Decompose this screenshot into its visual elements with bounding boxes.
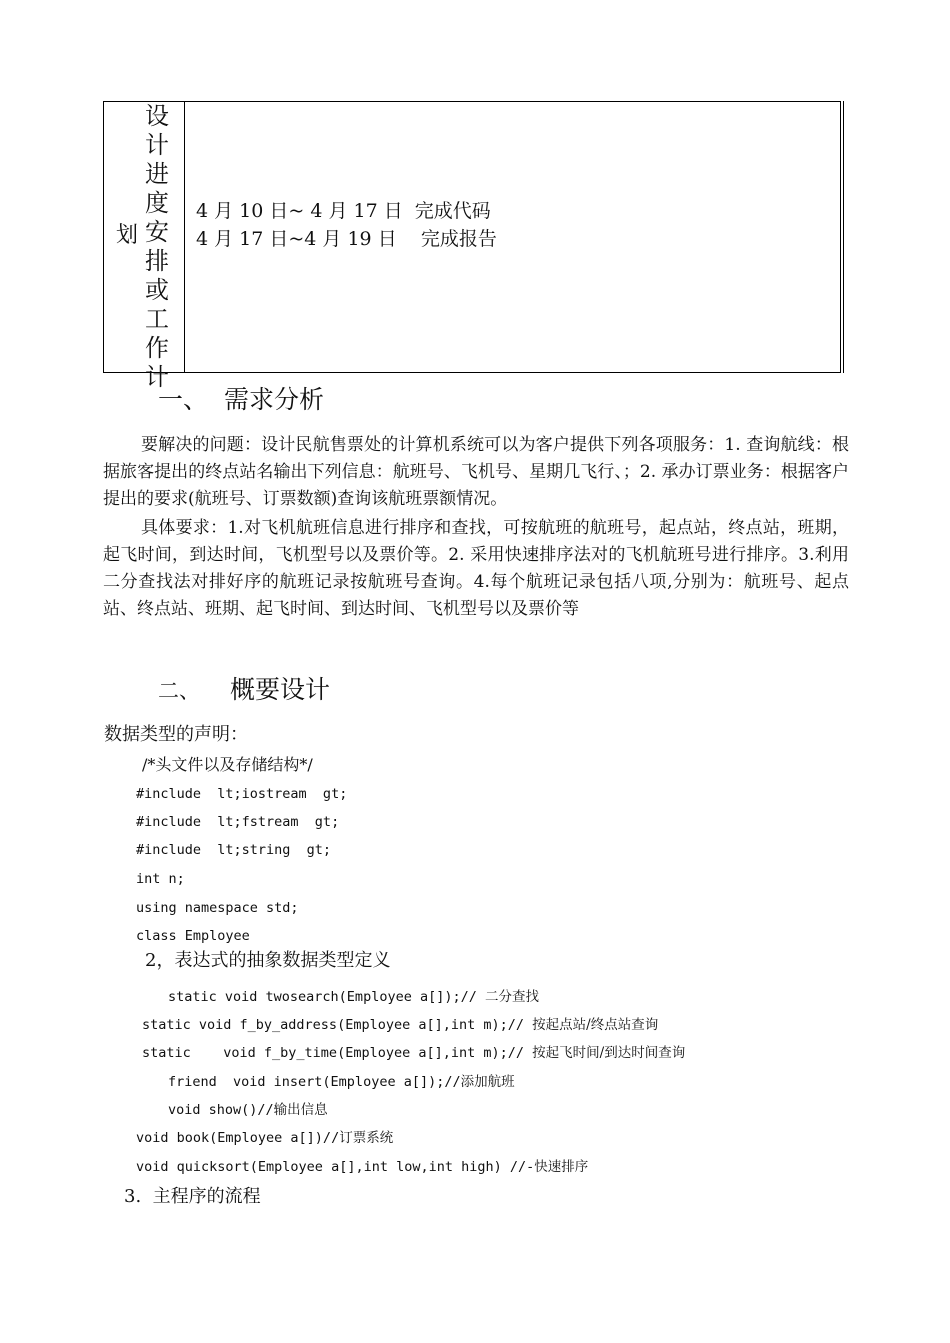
section2-title: 概要设计 <box>229 675 330 704</box>
method-code: void show()// <box>168 1102 274 1118</box>
subheading-2: 2，表达式的抽象数据类型定义 <box>145 950 391 971</box>
label-char: 排 <box>145 247 169 275</box>
method-line <box>168 1070 515 1090</box>
method-line <box>142 1041 685 1061</box>
method-line <box>136 1155 588 1175</box>
method-line <box>142 1013 658 1033</box>
schedule-line: 4 月 17 日~4 月 19 日 完成报告 <box>196 228 497 250</box>
method-comment: 订票系统 <box>339 1130 394 1146</box>
code-line: using namespace std; <box>136 900 299 916</box>
method-comment: 添加航班 <box>460 1074 515 1090</box>
declaration-heading: 数据类型的声明： <box>104 724 248 745</box>
section1-title: 需求分析 <box>223 385 324 414</box>
section1-number: 一、 <box>158 385 209 414</box>
code-line: class Employee <box>136 928 250 944</box>
label-char: 或 <box>145 276 169 304</box>
method-code: void quicksort(Employee a[],int low,int high) //- <box>136 1159 535 1175</box>
label-char: 工 <box>145 305 169 333</box>
label-char: 计 <box>145 131 169 159</box>
method-comment: 二分查找 <box>484 989 539 1005</box>
method-code: static void f_by_time(Employee a[],int m);// <box>142 1045 533 1061</box>
code-line: #include lt;fstream gt; <box>136 814 340 830</box>
schedule-label-cell <box>104 102 185 391</box>
section2-heading <box>158 670 330 706</box>
label-char: 设 <box>145 102 169 130</box>
schedule-label-vertical <box>142 102 172 392</box>
method-line <box>168 985 539 1005</box>
section1-paragraph-1: 要解决的问题：设计民航售票处的计算机系统可以为客户提供下列各项服务：1. 查询航线：根据旅客提出的终点站名输出下列信息：航班号、飞机号、星期几飞行、；2. 承办订票业务：根据客户提出的要求(航班号、订票数额)查询该航班票额情况。 <box>103 435 849 509</box>
code-comment-header: /*头文件以及存储结构*/ <box>142 755 313 774</box>
method-code: static void twosearch(Employee a[]);// <box>168 989 485 1005</box>
schedule-content <box>196 197 497 253</box>
label-char: 计 <box>145 363 169 391</box>
schedule-table <box>103 101 841 391</box>
method-code: void book(Employee a[])// <box>136 1130 340 1146</box>
label-char: 作 <box>145 334 169 362</box>
method-line <box>168 1098 328 1118</box>
method-comment: 按起点站/终点站查询 <box>532 1017 659 1033</box>
label-char: 安 <box>145 218 169 246</box>
code-line: #include lt;string gt; <box>136 842 332 858</box>
method-comment: 按起飞时间/到达时间查询 <box>532 1045 686 1061</box>
code-line: int n; <box>136 871 185 887</box>
label-char: 度 <box>145 189 169 217</box>
method-code: friend void insert(Employee a[]);// <box>168 1074 461 1090</box>
schedule-line: 4 月 10 日~ 4 月 17 日 完成代码 <box>196 200 491 222</box>
method-line <box>136 1126 393 1146</box>
code-line: #include lt;iostream gt; <box>136 786 348 802</box>
method-code: static void f_by_address(Employee a[],int m);// <box>142 1017 533 1033</box>
section1-paragraph-2: 具体要求：1.对飞机航班信息进行排序和查找，可按航班的航班号，起点站，终点站，班期，起飞时间，到达时间，飞机型号以及票价等。2. 采用快速排序法对的飞机航班号进行排序。3.利用二分查找法对排好序的航班记录按航班号查询。4.每个航班记录包括八项,分别为：航班号、起点站、终点站、班期、起飞时间、到达时间、飞机型号以及票价等 <box>103 518 849 619</box>
section2-number: 二、 <box>158 679 200 703</box>
label-char-wrap: 划 <box>115 223 138 248</box>
label-char: 进 <box>145 160 169 188</box>
method-comment: 快速排序 <box>534 1159 589 1175</box>
section1-heading <box>158 380 324 416</box>
subheading-3: 3. 主程序的流程 <box>124 1186 261 1207</box>
method-comment: 输出信息 <box>273 1102 328 1118</box>
